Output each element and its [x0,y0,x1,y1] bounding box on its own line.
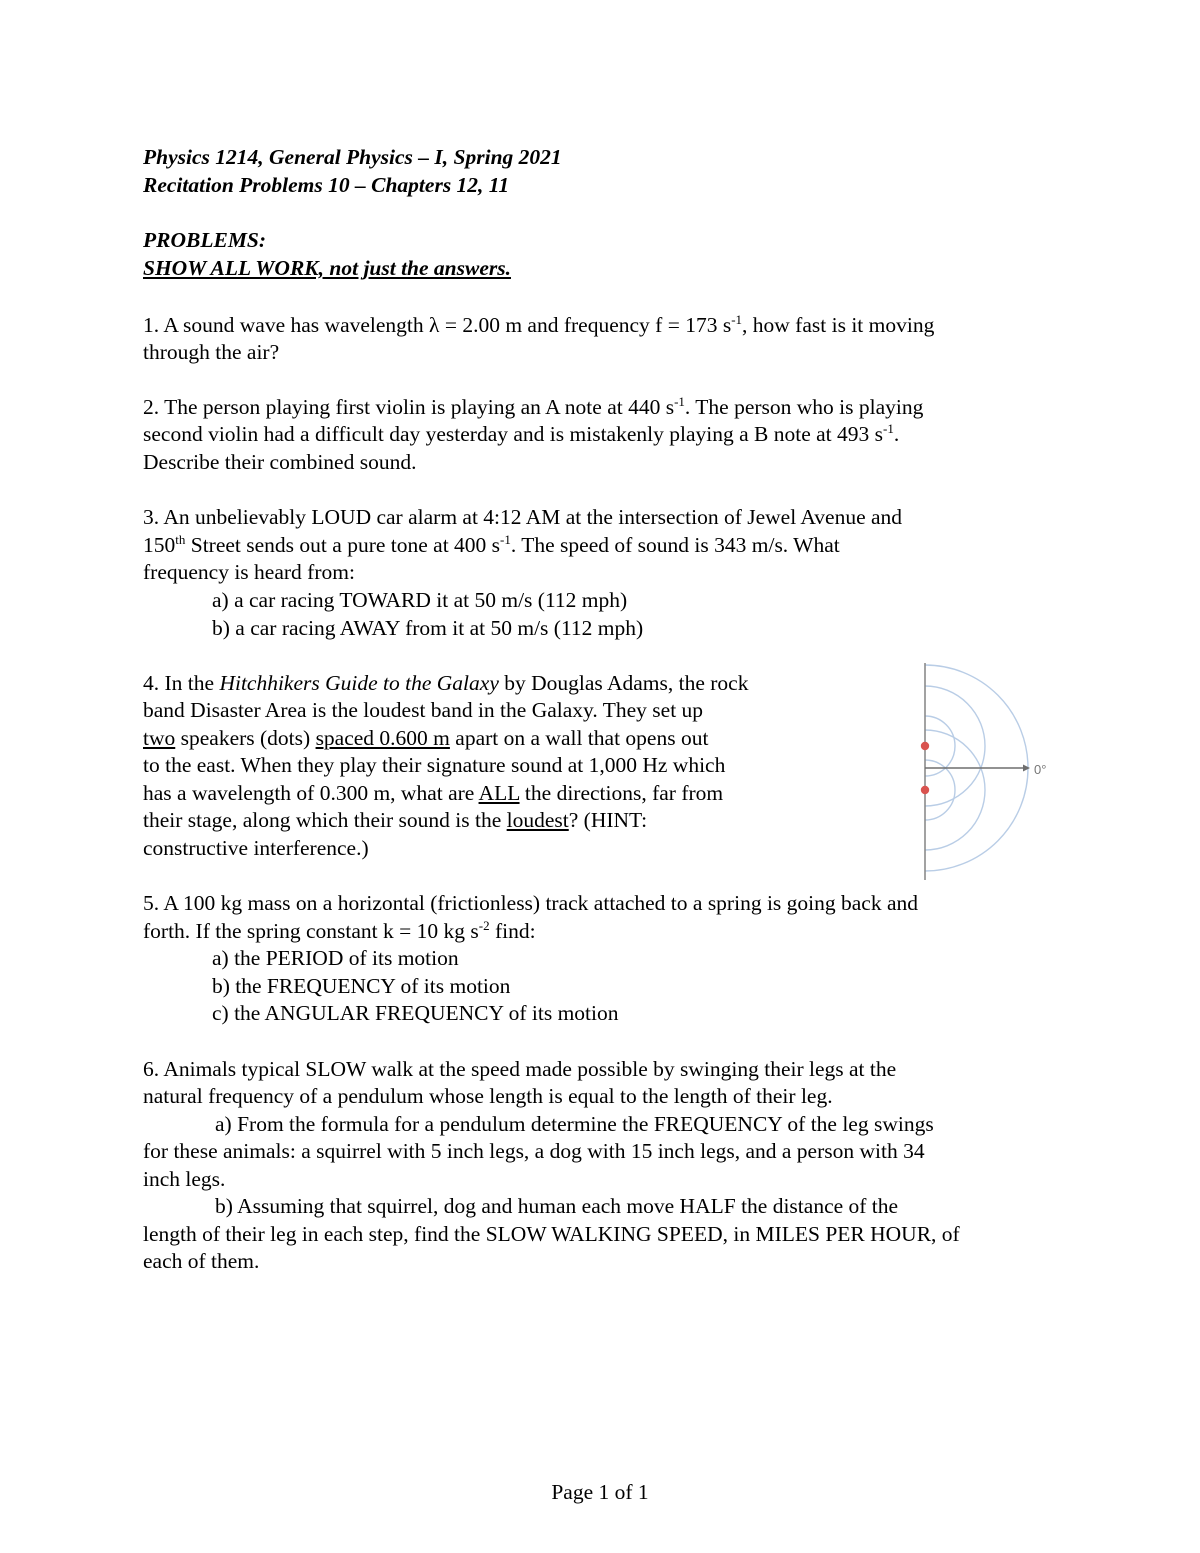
problem-5-line-2 [143,918,536,946]
problem-5-part-c: c) the ANGULAR FREQUENCY of its motion [212,1001,619,1025]
page-number: Page 1 of 1 [551,1480,649,1504]
problem-4-line-6 [143,807,647,835]
interference-diagram [900,658,1060,883]
p4-text-3d: apart on a wall that opens out [449,726,709,750]
p4-text-6c: ? (HINT: [568,808,648,832]
instruction: SHOW ALL WORK, not just the answers. [143,256,511,280]
problem-4-line-7: constructive interference.) [143,836,369,860]
p5-text-b: find: [489,919,536,943]
speaker-dot-upper [921,742,929,750]
p2-text-d: . [893,422,900,446]
wavefront-lower-1 [925,760,955,820]
p3-text-b: Street sends out a pure tone at 400 s [185,533,501,557]
p4-spacing: spaced 0.600 m [315,726,450,750]
problem-5-line-1: 5. A 100 kg mass on a horizontal (frictionless) track attached to a spring is going back and [143,891,919,915]
p2-sup-c: -1 [883,421,894,436]
problem-4-line-4: to the east. When they play their signature sound at 1,000 Hz which [143,753,726,777]
problem-6-line-2: natural frequency of a pendulum whose length is equal to the length of their leg. [143,1084,833,1108]
problem-2-line-1 [143,394,923,422]
problem-1-line-1 [143,312,934,340]
p4-two: two [143,726,176,750]
problem-2-line-2 [143,421,899,449]
zero-degree-label: 0° [1034,762,1047,777]
wavefront-upper-1 [925,716,955,776]
problem-1-line-2: through the air? [143,340,280,364]
problem-6-part-a-line-1: a) From the formula for a pendulum determine the FREQUENCY of the leg swings [215,1112,934,1136]
problem-4-line-2: band Disaster Area is the loudest band in the Galaxy. They set up [143,698,704,722]
problem-2-line-3: Describe their combined sound. [143,450,417,474]
p3-text-c: . The speed of sound is 343 m/s. What [510,533,840,557]
p4-text-6a: their stage, along which their sound is the [143,808,507,832]
p2-text-a: 2. The person playing first violin is playing an A note at 440 s [143,395,675,419]
problem-6-part-b-line-2: length of their leg in each step, find the SLOW WALKING SPEED, in MILES PER HOUR, of [143,1222,960,1246]
problem-6-part-a-line-2: for these animals: a squirrel with 5 inch legs, a dog with 15 inch legs, and a person with 34 [143,1139,925,1163]
problem-6-part-b-line-1: b) Assuming that squirrel, dog and human each move HALF the distance of the [215,1194,899,1218]
p4-text-5a: has a wavelength of 0.300 m, what are [143,781,479,805]
p2-text-b: . The person who is playing [684,395,924,419]
problem-3-line-1: 3. An unbelievably LOUD car alarm at 4:12 AM at the intersection of Jewel Avenue and [143,505,903,529]
arrow-head-icon [1023,765,1030,772]
p4-text-3b: speakers (dots) [175,726,316,750]
problem-6-line-1: 6. Animals typical SLOW walk at the speed made possible by swinging their legs at the [143,1057,897,1081]
problem-5-part-b: b) the FREQUENCY of its motion [212,974,511,998]
problem-4-line-3 [143,725,708,753]
problem-4-line-1 [143,670,748,698]
speaker-dot-lower [921,786,929,794]
p4-all: ALL [478,781,520,805]
p1-text-a: 1. A sound wave has wavelength λ = 2.00 m and frequency f = 173 s [143,313,732,337]
p2-text-c: second violin had a difficult day yesterday and is mistakenly playing a B note at 493 s [143,422,883,446]
p4-text-5c: the directions, far from [519,781,724,805]
p5-sup: -2 [478,918,490,933]
p3-sup-a: th [175,532,186,547]
problem-6-part-a-line-3: inch legs. [143,1167,226,1191]
p4-loudest: loudest [506,808,569,832]
problem-3-line-2 [143,532,840,560]
problem-5-part-a: a) the PERIOD of its motion [212,946,459,970]
p1-sup: -1 [731,312,743,327]
recitation-title: Recitation Problems 10 – Chapters 12, 11 [143,173,510,197]
problem-6-part-b-line-3: each of them. [143,1249,260,1273]
problem-3-line-3: frequency is heard from: [143,560,355,584]
problems-heading: PROBLEMS: [143,228,267,252]
p4-text-1a: 4. In the [143,671,220,695]
p4-book-title: Hitchhikers Guide to the Galaxy [219,671,499,695]
p3-sup-b: -1 [500,532,511,547]
p5-text-a: forth. If the spring constant k = 10 kg s [143,919,479,943]
p3-text-a: 150 [143,533,176,557]
p1-text-b: , how fast is it moving [742,313,935,337]
p4-text-1c: by Douglas Adams, the rock [498,671,749,695]
problem-4-line-5 [143,780,723,808]
problem-3-part-b: b) a car racing AWAY from it at 50 m/s (112 mph) [212,616,644,640]
p2-sup-a: -1 [674,394,685,409]
problem-3-part-a: a) a car racing TOWARD it at 50 m/s (112 mph) [212,588,628,612]
course-title: Physics 1214, General Physics – I, Spring 2021 [143,145,562,169]
